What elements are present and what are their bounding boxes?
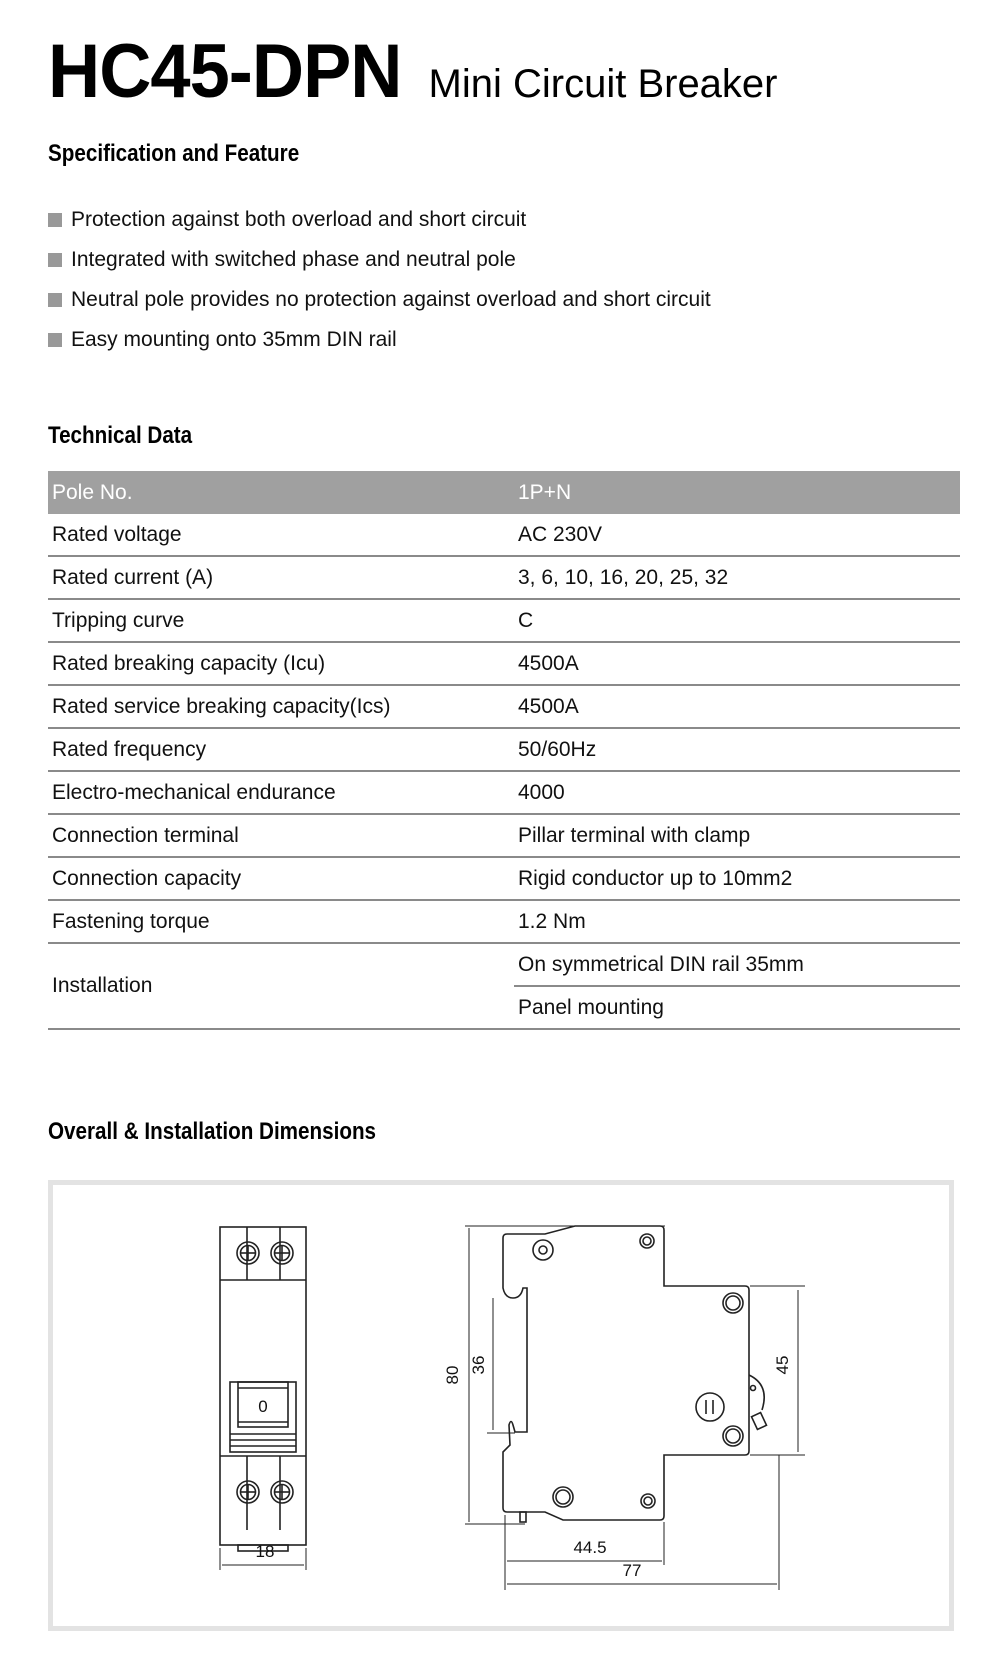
row-value: 4500A (514, 642, 960, 685)
row-value: Pillar terminal with clamp (514, 814, 960, 857)
dim-rail-label: 36 (469, 1355, 488, 1375)
side-view-drawing (443, 1226, 805, 1590)
feature-text: Integrated with switched phase and neutral pole (71, 248, 516, 271)
header-label: Pole No. (48, 471, 514, 514)
row-value: 4000 (514, 771, 960, 814)
terminal-screw-icon (271, 1242, 293, 1264)
terminal-screw-icon (271, 1481, 293, 1503)
dim-depth-front-label: 44.5 (573, 1538, 607, 1557)
front-view-drawing (220, 1227, 306, 1570)
features-heading: Specification and Feature (48, 140, 300, 167)
feature-text: Neutral pole provides no protection against overload and short circuit (71, 288, 711, 311)
reset-knob-icon (696, 1393, 724, 1421)
product-name: Mini Circuit Breaker (428, 62, 778, 106)
row-label: Installation (48, 943, 514, 1029)
toggle-switch (230, 1382, 296, 1452)
feature-text: Easy mounting onto 35mm DIN rail (71, 328, 397, 351)
switch-position-label: 0 (258, 1397, 268, 1416)
terminal-screw-icon (237, 1481, 259, 1503)
row-value: 4500A (514, 685, 960, 728)
row-value: Rigid conductor up to 10mm2 (514, 857, 960, 900)
row-label: Electro-mechanical endurance (48, 771, 514, 814)
dim-front-height-label: 45 (773, 1355, 792, 1375)
row-label: Tripping curve (48, 599, 514, 642)
feature-text: Protection against both overload and short circuit (71, 208, 527, 231)
dim-width-label: 18 (255, 1542, 275, 1561)
terminal-screw-icon (237, 1242, 259, 1264)
row-label: Rated voltage (48, 514, 514, 556)
row-value: C (514, 599, 960, 642)
row-label: Rated breaking capacity (Icu) (48, 642, 514, 685)
row-value: Panel mounting (514, 986, 960, 1029)
row-label: Rated current (A) (48, 556, 514, 599)
row-label: Fastening torque (48, 900, 514, 943)
row-label: Rated service breaking capacity(Ics) (48, 685, 514, 728)
row-value: 1.2 Nm (514, 900, 960, 943)
row-value: 50/60Hz (514, 728, 960, 771)
header-value: 1P+N (514, 471, 960, 514)
dim-depth-total-label: 77 (622, 1561, 642, 1580)
row-label: Connection terminal (48, 814, 514, 857)
technical-heading: Technical Data (48, 422, 193, 449)
dimensions-heading: Overall & Installation Dimensions (48, 1118, 377, 1145)
row-label: Rated frequency (48, 728, 514, 771)
dim-height-label: 80 (443, 1365, 462, 1385)
row-value: On symmetrical DIN rail 35mm (514, 943, 960, 986)
model-name: HC45-DPN (48, 29, 402, 114)
row-label: Connection capacity (48, 857, 514, 900)
row-value: AC 230V (514, 514, 960, 556)
row-value: 3, 6, 10, 16, 20, 25, 32 (514, 556, 960, 599)
